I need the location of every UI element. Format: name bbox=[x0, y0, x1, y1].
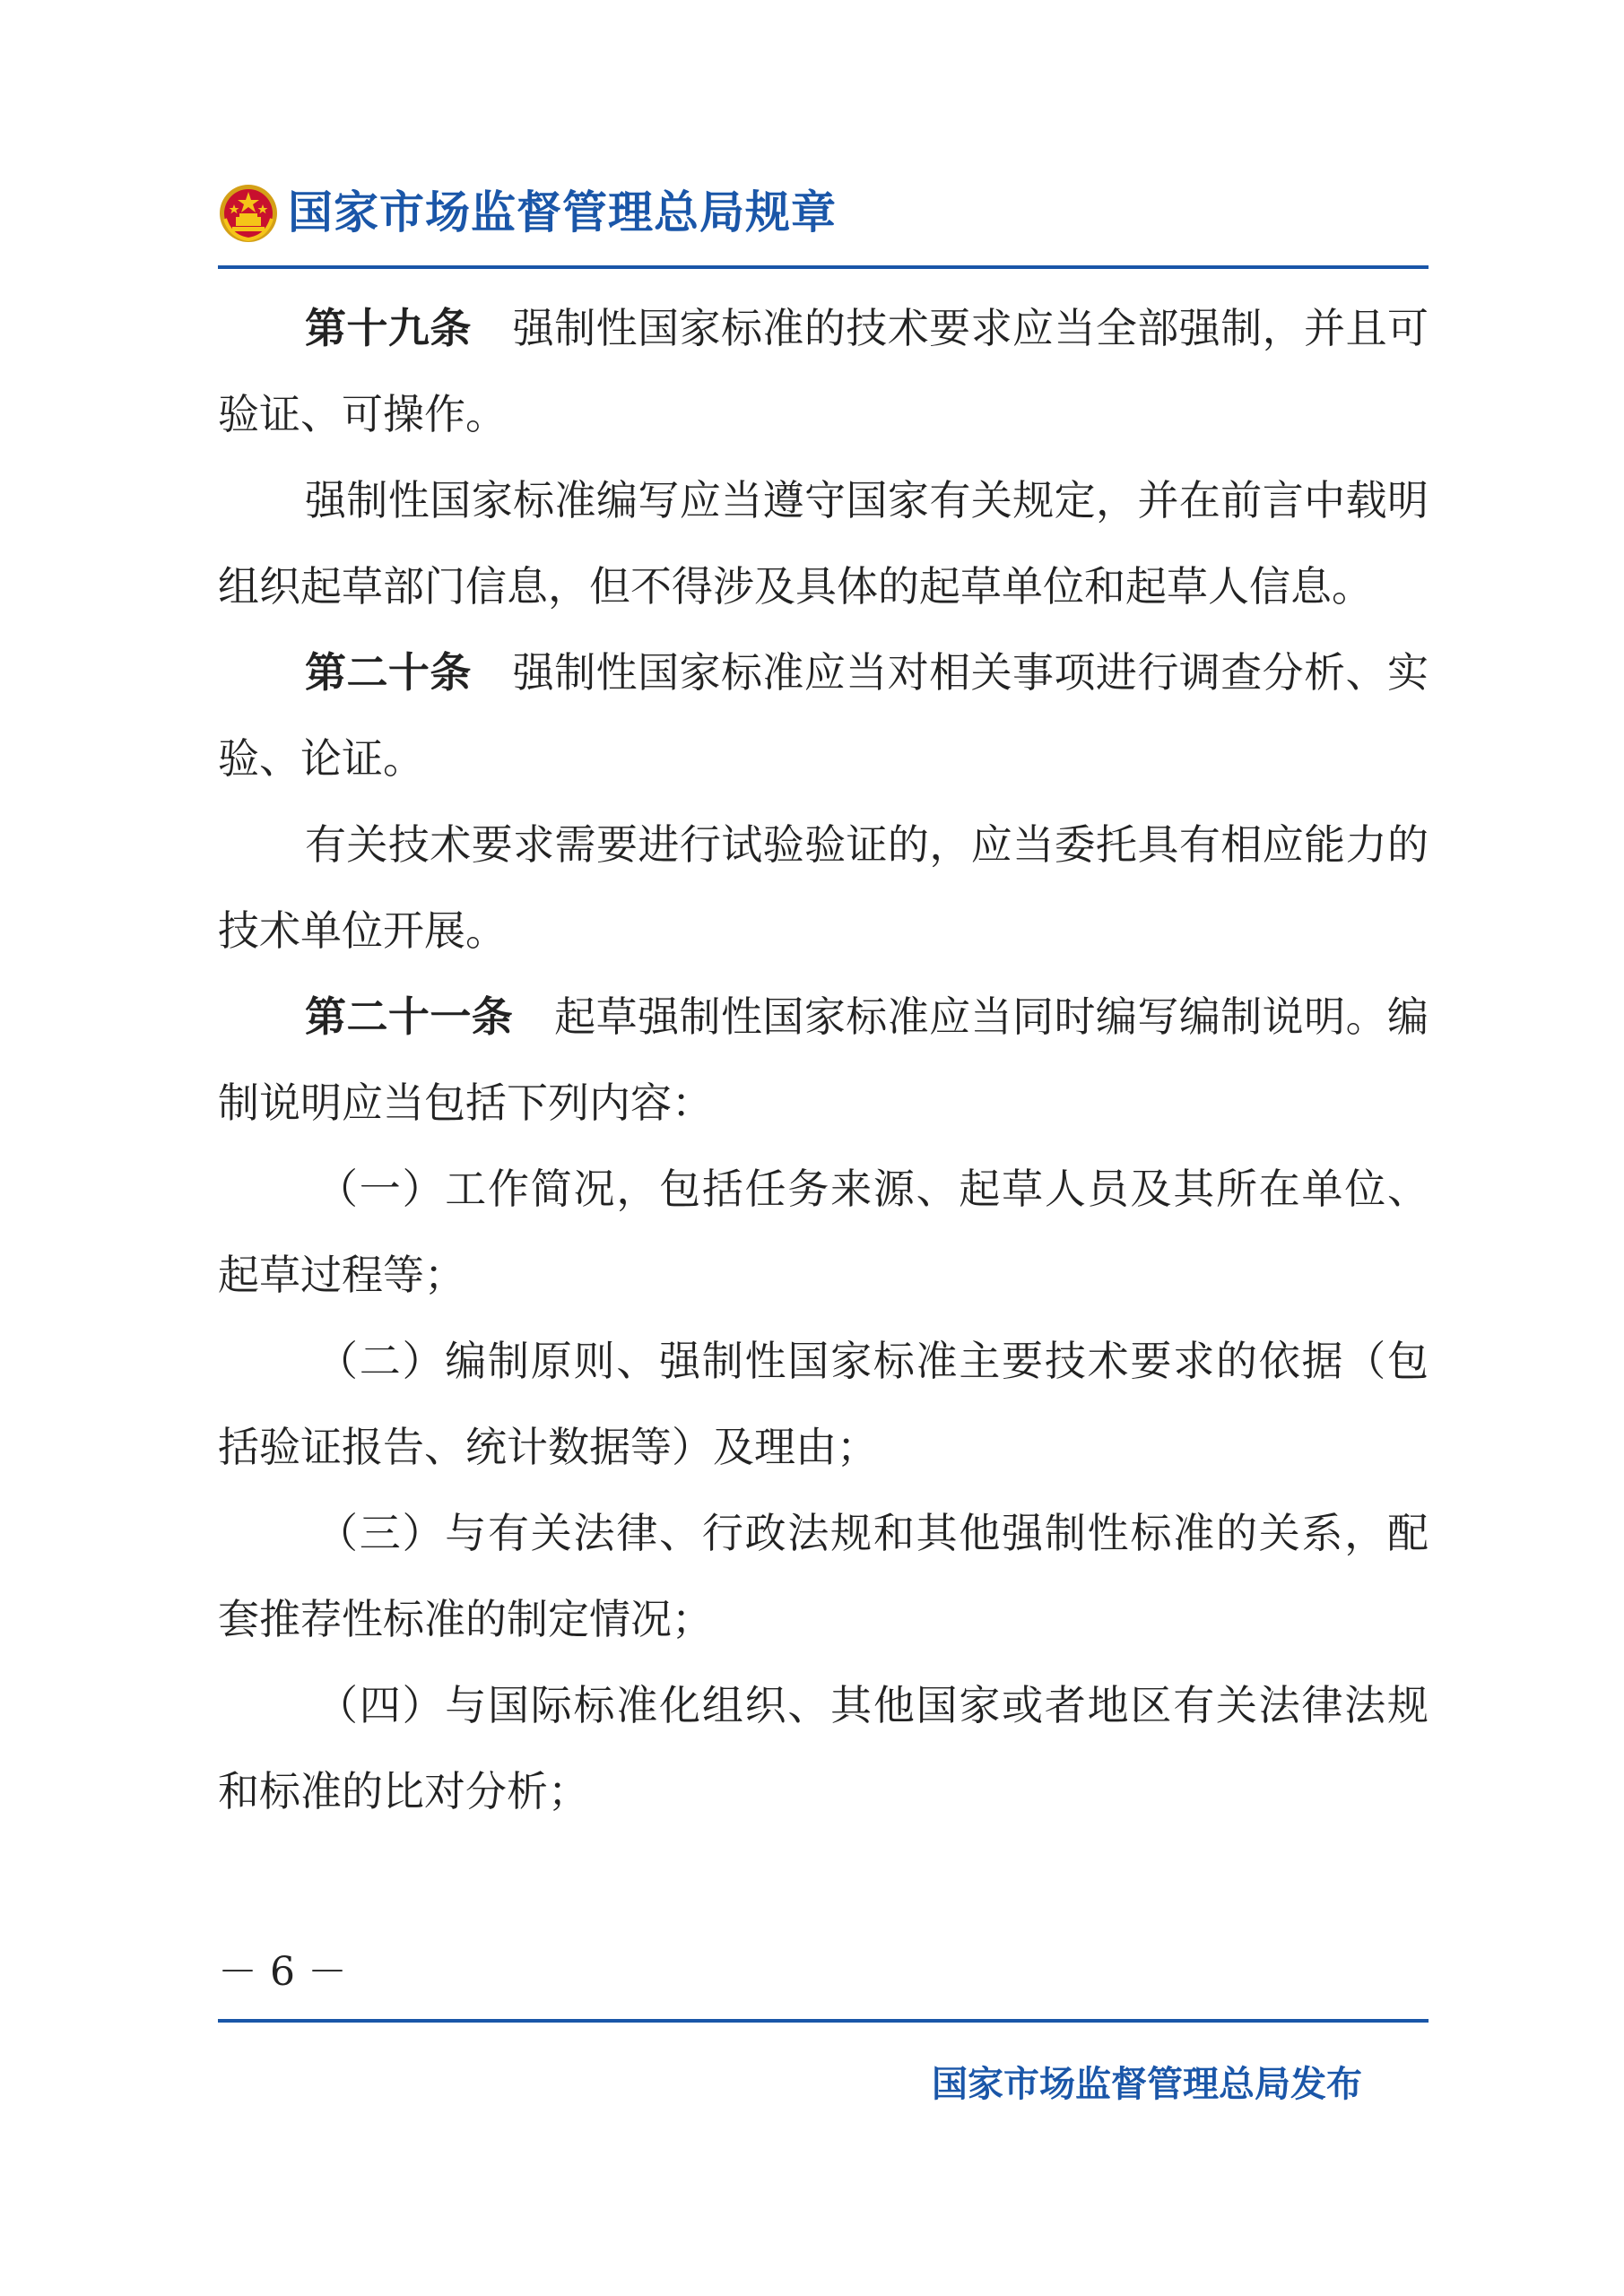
article-20-paragraph-2: 有关技术要求需要进行试验验证的，应当委托具有相应能力的技术单位开展。 bbox=[218, 820, 1429, 955]
article-19-paragraph-2: 强制性国家标准编写应当遵守国家有关规定，并在前言中载明组织起草部门信息，但不得涉及具体的起草单位和起草人信息。 bbox=[218, 476, 1429, 611]
header-title: 国家市场监督管理总局规章 bbox=[288, 186, 837, 238]
page-header bbox=[218, 176, 1429, 269]
list-item: （二）编制原则、强制性国家标准主要技术要求的依据（包括验证报告、统计数据等）及理由； bbox=[218, 1337, 1429, 1471]
article-20-paragraph-1 bbox=[218, 629, 1429, 801]
article-text: 起草强制性国家标准应当同时编写编制说明。编制说明应当包括下列内容： bbox=[218, 992, 1429, 1127]
article-number: 第二十一条 bbox=[305, 992, 514, 1041]
list-item: （三）与有关法律、行政法规和其他强制性标准的关系，配套推荐性标准的制定情况； bbox=[218, 1509, 1429, 1643]
article-number: 第二十条 bbox=[305, 648, 472, 697]
list-item: （一）工作简况，包括任务来源、起草人员及其所在单位、起草过程等； bbox=[218, 1165, 1429, 1299]
article-text: 强制性国家标准应当对相关事项进行调查分析、实验、论证。 bbox=[218, 648, 1429, 783]
document-body bbox=[218, 285, 1429, 1834]
list-item: （四）与国际标准化组织、其他国家或者地区有关法律法规和标准的比对分析； bbox=[218, 1681, 1429, 1815]
article-19-paragraph-1 bbox=[218, 285, 1429, 457]
article-number: 第十九条 bbox=[305, 304, 472, 352]
footer-divider bbox=[218, 2019, 1429, 2023]
page-number: － 6 － bbox=[218, 1949, 347, 1995]
article-21-paragraph-1 bbox=[218, 974, 1429, 1146]
national-emblem-icon bbox=[218, 183, 279, 244]
publisher-footer: 国家市场监督管理总局发布 bbox=[932, 2064, 1362, 2105]
header-divider bbox=[218, 265, 1429, 269]
article-text: 强制性国家标准的技术要求应当全部强制，并且可验证、可操作。 bbox=[218, 304, 1429, 438]
